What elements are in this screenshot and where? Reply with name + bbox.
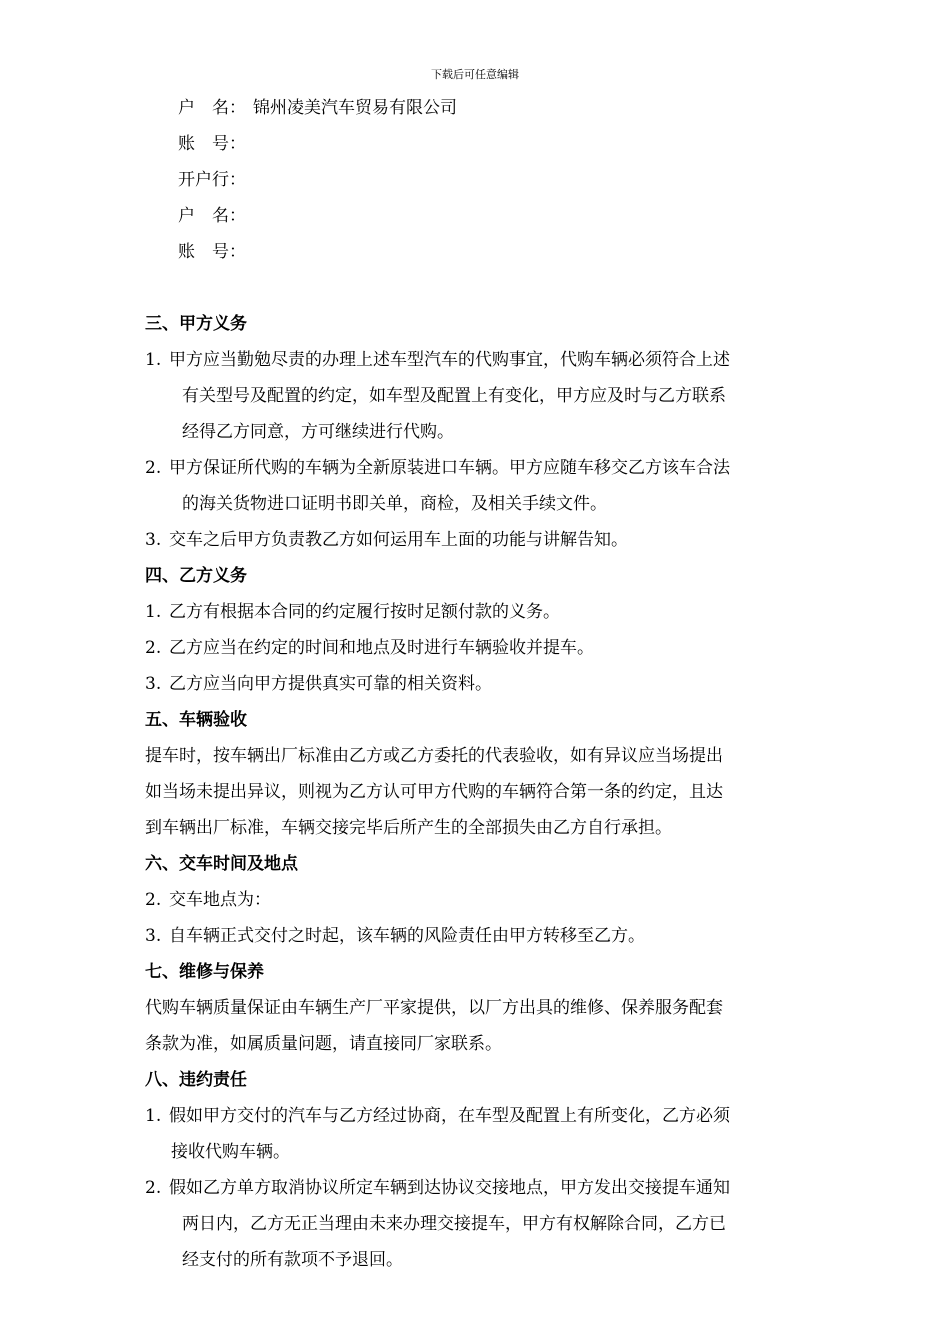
section-heading: 七、维修与保养 <box>145 962 264 982</box>
list-item <box>145 1098 810 1170</box>
section-heading: 六、交车时间及地点 <box>145 854 298 874</box>
paragraph-line: 如当场未提出异议，则视为乙方认可甲方代购的车辆符合第一条的约定，且达 <box>145 782 723 802</box>
list-item <box>145 882 810 918</box>
item-number: 1. <box>145 602 162 622</box>
account-row <box>145 234 810 270</box>
list-item <box>145 630 810 666</box>
list-item <box>145 342 810 450</box>
account-label: 账 号： <box>178 134 246 154</box>
item-text: 交车之后甲方负责教乙方如何运用车上面的功能与讲解告知。 <box>169 530 628 550</box>
account-row <box>145 90 810 126</box>
account-row <box>145 162 810 198</box>
account-label: 账 号： <box>178 242 246 262</box>
item-number: 1. <box>145 1106 162 1126</box>
paragraph-line: 代购车辆质量保证由车辆生产厂平家提供，以厂方出具的维修、保养服务配套 <box>145 998 723 1018</box>
item-text: 假如乙方单方取消协议所定车辆到达协议交接地点，甲方发出交接提车通知 <box>169 1178 730 1198</box>
item-number: 2. <box>145 890 162 910</box>
paragraph <box>145 738 810 846</box>
item-number: 2. <box>145 1178 162 1198</box>
item-text: 有关型号及配置的约定，如车型及配置上有变化，甲方应及时与乙方联系 <box>182 386 726 406</box>
item-text: 乙方有根据本合同的约定履行按时足额付款的义务。 <box>169 602 560 622</box>
item-text: 甲方保证所代购的车辆为全新原装进口车辆。甲方应随车移交乙方该车合法 <box>169 458 730 478</box>
item-number: 3. <box>145 674 162 694</box>
item-number: 1. <box>145 350 162 370</box>
item-number: 3. <box>145 530 162 550</box>
item-text: 经得乙方同意，方可继续进行代购。 <box>182 422 454 442</box>
item-text: 假如甲方交付的汽车与乙方经过协商，在车型及配置上有所变化，乙方必须 <box>169 1106 730 1126</box>
item-number: 3. <box>145 926 162 946</box>
item-text: 自车辆正式交付之时起，该车辆的风险责任由甲方转移至乙方。 <box>169 926 645 946</box>
section-heading: 五、车辆验收 <box>145 710 247 730</box>
list-item <box>145 1170 810 1278</box>
paragraph <box>145 990 810 1062</box>
contract-document <box>145 90 810 1278</box>
list-item <box>145 450 810 522</box>
section-heading: 八、违约责任 <box>145 1070 247 1090</box>
account-info <box>145 90 810 270</box>
item-text: 经支付的所有款项不予退回。 <box>182 1250 403 1270</box>
list-item <box>145 594 810 630</box>
paragraph-line: 提车时，按车辆出厂标准由乙方或乙方委托的代表验收，如有异议应当场提出 <box>145 746 723 766</box>
item-number: 2. <box>145 458 162 478</box>
section-heading: 三、甲方义务 <box>145 314 247 334</box>
account-label: 户 名： <box>178 98 246 118</box>
paragraph-line: 到车辆出厂标准，车辆交接完毕后所产生的全部损失由乙方自行承担。 <box>145 818 672 838</box>
account-label: 开户行： <box>178 170 246 190</box>
account-value: 锦州凌美汽车贸易有限公司 <box>253 98 457 118</box>
section-heading: 四、乙方义务 <box>145 566 247 586</box>
list-item <box>145 666 810 702</box>
item-text: 甲方应当勤勉尽责的办理上述车型汽车的代购事宜，代购车辆必须符合上述 <box>169 350 730 370</box>
account-row <box>145 126 810 162</box>
page-header: 下载后可任意编辑 <box>431 68 519 81</box>
account-row <box>145 198 810 234</box>
item-text: 乙方应当在约定的时间和地点及时进行车辆验收并提车。 <box>169 638 594 658</box>
paragraph-line: 条款为准，如属质量问题，请直接同厂家联系。 <box>145 1034 502 1054</box>
list-item <box>145 522 810 558</box>
account-label: 户 名： <box>178 206 246 226</box>
item-text: 交车地点为： <box>169 890 271 910</box>
item-text: 两日内，乙方无正当理由未来办理交接提车，甲方有权解除合同，乙方已 <box>182 1214 726 1234</box>
item-text: 乙方应当向甲方提供真实可靠的相关资料。 <box>169 674 492 694</box>
list-item <box>145 918 810 954</box>
item-text: 的海关货物进口证明书即关单，商检，及相关手续文件。 <box>182 494 607 514</box>
item-number: 2. <box>145 638 162 658</box>
item-text: 接收代购车辆。 <box>171 1142 290 1162</box>
